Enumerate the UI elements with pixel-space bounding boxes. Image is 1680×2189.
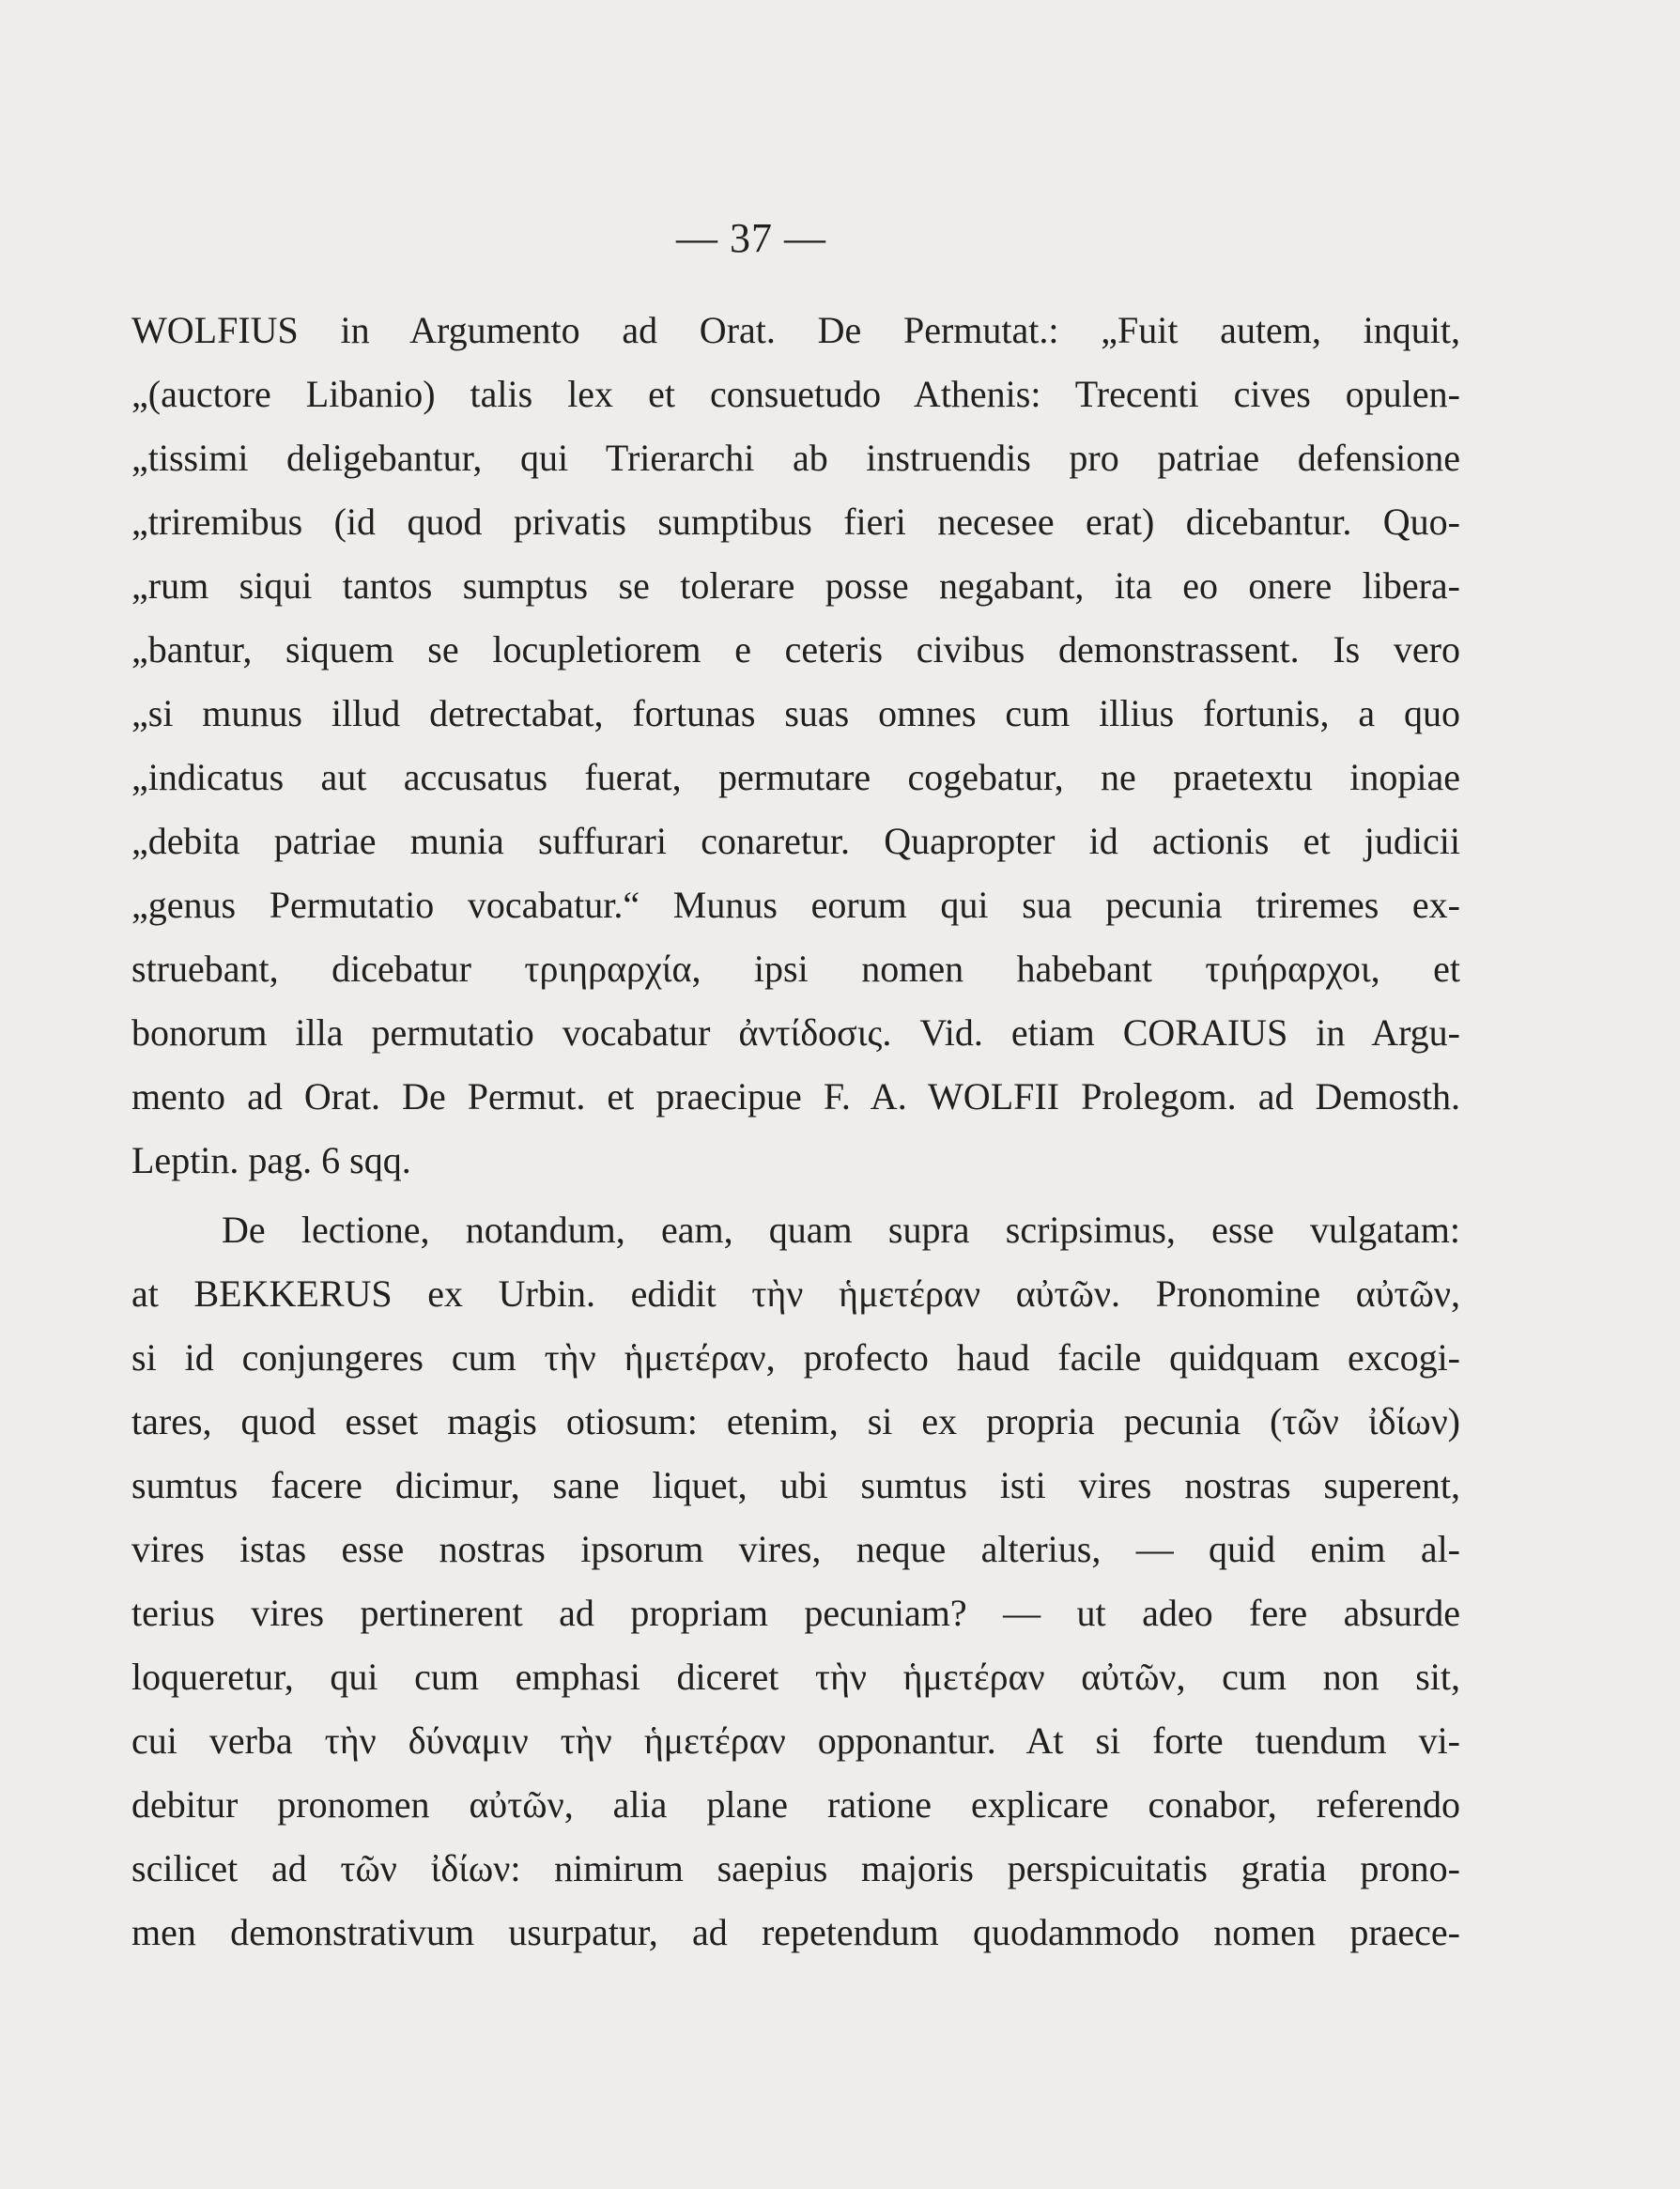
- text-line: struebant, dicebatur τριηραρχία, ipsi nomen habebant τριήραρχοι, et: [131, 948, 1460, 990]
- text-line: De lectione, notandum, eam, quam supra scripsimus, esse vulgatam:: [222, 1209, 1460, 1251]
- text-line: tares, quod esset magis otiosum: etenim, si ex propria pecunia (τῶν ἰδίων): [131, 1400, 1460, 1442]
- text-line: „indicatus aut accusatus fuerat, permutare cogebatur, ne praetextu inopiae: [131, 756, 1460, 798]
- paragraph-2: [131, 1198, 1460, 1965]
- text-line: debitur pronomen αὐτῶν, alia plane ratione explicare conabor, referendo: [131, 1783, 1460, 1826]
- text-line: si id conjungeres cum τὴν ἡμετέραν, profecto haud facile quidquam excogi-: [131, 1336, 1460, 1379]
- paragraph-1: [131, 299, 1460, 1193]
- text-line: „si munus illud detrectabat, fortunas suas omnes cum illius fortunis, a quo: [131, 692, 1460, 734]
- text-line: „rum siqui tantos sumptus se tolerare posse negabant, ita eo onere libera-: [131, 564, 1460, 607]
- text-line: „bantur, siquem se locupletiorem e ceteris civibus demonstrassent. Is vero: [131, 628, 1460, 671]
- text-line: „tissimi deligebantur, qui Trierarchi ab instruendis pro patriae defensione: [131, 437, 1460, 479]
- text-line: Leptin. pag. 6 sqq.: [131, 1139, 411, 1181]
- page-number: — 37 —: [676, 215, 826, 261]
- text-line: „triremibus (id quod privatis sumptibus fieri necesee erat) dicebantur. Quo-: [131, 501, 1460, 543]
- text-line: loqueretur, qui cum emphasi diceret τὴν ἡμετέραν αὐτῶν, cum non sit,: [131, 1656, 1460, 1698]
- text-line: WOLFIUS in Argumento ad Orat. De Permutat.: „Fuit autem, inquit,: [131, 309, 1460, 351]
- text-line: „genus Permutatio vocabatur.“ Munus eorum qui sua pecunia triremes ex-: [131, 884, 1460, 926]
- text-line: vires istas esse nostras ipsorum vires, neque alterius, — quid enim al-: [131, 1528, 1460, 1570]
- text-line: mento ad Orat. De Permut. et praecipue F. A. WOLFII Prolegom. ad Demosth.: [131, 1075, 1460, 1118]
- text-line: scilicet ad τῶν ἰδίων: nimirum saepius majoris perspicuitatis gratia prono-: [131, 1847, 1460, 1889]
- text-line: „debita patriae munia suffurari conaretur. Quapropter id actionis et judicii: [131, 820, 1460, 862]
- text-line: men demonstrativum usurpatur, ad repetendum quodammodo nomen praece-: [131, 1911, 1460, 1953]
- text-line: at BEKKERUS ex Urbin. edidit τὴν ἡμετέραν αὐτῶν. Pronomine αὐτῶν,: [131, 1272, 1460, 1315]
- text-line: cui verba τὴν δύναμιν τὴν ἡμετέραν opponantur. At si forte tuendum vi-: [131, 1719, 1460, 1762]
- text-line: „(auctore Libanio) talis lex et consuetudo Athenis: Trecenti cives opulen-: [131, 373, 1460, 415]
- body-text: [131, 299, 1460, 1965]
- text-line: bonorum illa permutatio vocabatur ἀντίδοσις. Vid. etiam CORAIUS in Argu-: [131, 1011, 1460, 1054]
- text-line: sumtus facere dicimur, sane liquet, ubi sumtus isti vires nostras superent,: [131, 1464, 1460, 1506]
- text-line: terius vires pertinerent ad propriam pecuniam? — ut adeo fere absurde: [131, 1592, 1460, 1634]
